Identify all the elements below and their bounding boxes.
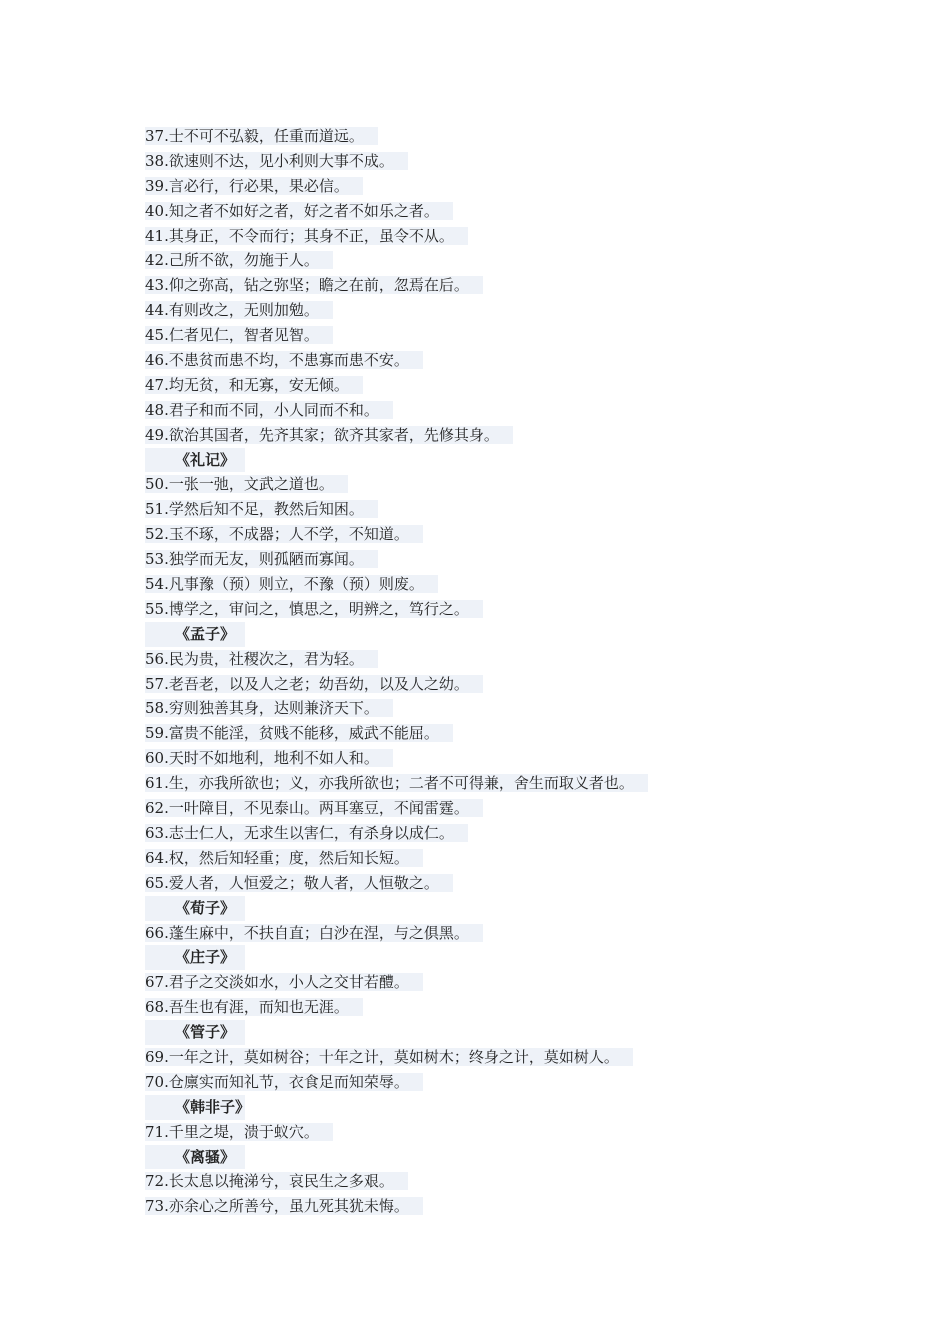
quote-line — [145, 273, 905, 298]
quote-line — [145, 373, 905, 398]
quote-line — [145, 796, 905, 821]
quote-text: 72.长太息以掩涕兮，哀民生之多艰。 — [145, 1172, 408, 1190]
quote-text: 61.生，亦我所欲也；义，亦我所欲也；二者不可得兼，舍生而取义者也。 — [145, 774, 648, 792]
section-heading — [145, 448, 905, 473]
quote-line — [145, 423, 905, 448]
section-heading-text: 《韩非子》 — [145, 1095, 245, 1120]
quote-text: 37.士不可不弘毅，任重而道远。 — [145, 127, 378, 145]
quote-line — [145, 672, 905, 697]
quote-text: 56.民为贵，社稷次之，君为轻。 — [145, 650, 378, 668]
quote-text: 52.玉不琢，不成器；人不学，不知道。 — [145, 525, 423, 543]
quote-text: 43.仰之弥高，钻之弥坚；瞻之在前，忽焉在后。 — [145, 276, 483, 294]
quote-text: 58.穷则独善其身，达则兼济天下。 — [145, 699, 393, 717]
quote-line — [145, 572, 905, 597]
quote-line — [145, 746, 905, 771]
quote-line — [145, 298, 905, 323]
quote-text: 40.知之者不如好之者，好之者不如乐之者。 — [145, 202, 453, 220]
quote-line — [145, 821, 905, 846]
quote-line — [145, 1070, 905, 1095]
quote-text: 46.不患贫而患不均，不患寡而患不安。 — [145, 351, 423, 369]
quote-text: 54.凡事豫（预）则立，不豫（预）则废。 — [145, 575, 438, 593]
section-heading — [145, 896, 905, 921]
section-heading — [145, 1020, 905, 1045]
quote-text: 65.爱人者，人恒爱之；敬人者，人恒敬之。 — [145, 874, 453, 892]
quote-line — [145, 921, 905, 946]
section-heading — [145, 1145, 905, 1170]
quote-text: 71.千里之堤，溃于蚁穴。 — [145, 1123, 333, 1141]
quote-line — [145, 323, 905, 348]
section-heading-text: 《庄子》 — [145, 945, 245, 970]
section-heading — [145, 1095, 905, 1120]
section-heading-text: 《礼记》 — [145, 448, 245, 473]
quote-text: 42.己所不欲，勿施于人。 — [145, 251, 333, 269]
quote-line — [145, 1169, 905, 1194]
quote-text: 53.独学而无友，则孤陋而寡闻。 — [145, 550, 378, 568]
quote-line — [145, 248, 905, 273]
quote-line — [145, 472, 905, 497]
section-heading-text: 《离骚》 — [145, 1145, 245, 1170]
quote-text: 64.权，然后知轻重；度，然后知长短。 — [145, 849, 423, 867]
quote-line — [145, 597, 905, 622]
quote-text: 60.天时不如地利，地利不如人和。 — [145, 749, 393, 767]
quote-line — [145, 199, 905, 224]
quote-text: 51.学然后知不足，教然后知困。 — [145, 500, 378, 518]
quote-line — [145, 1045, 905, 1070]
section-heading — [145, 622, 905, 647]
quote-line — [145, 721, 905, 746]
quote-line — [145, 1120, 905, 1145]
quote-line — [145, 846, 905, 871]
quote-text: 44.有则改之，无则加勉。 — [145, 301, 333, 319]
quote-line — [145, 522, 905, 547]
quote-text: 66.蓬生麻中，不扶自直；白沙在涅，与之俱黑。 — [145, 924, 483, 942]
section-heading-text: 《荀子》 — [145, 896, 245, 921]
quote-line — [145, 970, 905, 995]
quote-text: 41.其身正，不令而行；其身不正，虽令不从。 — [145, 227, 468, 245]
quote-text: 67.君子之交淡如水，小人之交甘若醴。 — [145, 973, 423, 991]
quote-text: 63.志士仁人，无求生以害仁，有杀身以成仁。 — [145, 824, 468, 842]
quote-text: 38.欲速则不达，见小利则大事不成。 — [145, 152, 408, 170]
quote-line — [145, 224, 905, 249]
quote-line — [145, 647, 905, 672]
quote-text: 47.均无贫，和无寡，安无倾。 — [145, 376, 363, 394]
quote-line — [145, 174, 905, 199]
section-heading-text: 《孟子》 — [145, 622, 245, 647]
quote-line — [145, 771, 905, 796]
quote-text: 39.言必行，行必果，果必信。 — [145, 177, 363, 195]
quote-text: 68.吾生也有涯，而知也无涯。 — [145, 998, 363, 1016]
quote-text: 45.仁者见仁，智者见智。 — [145, 326, 333, 344]
quote-line — [145, 1194, 905, 1219]
quote-line — [145, 995, 905, 1020]
quote-line — [145, 398, 905, 423]
quote-line — [145, 149, 905, 174]
quote-text: 69.一年之计，莫如树谷；十年之计，莫如树木；终身之计，莫如树人。 — [145, 1048, 633, 1066]
section-heading — [145, 945, 905, 970]
quote-text: 59.富贵不能淫，贫贱不能移，威武不能屈。 — [145, 724, 453, 742]
quote-text: 73.亦余心之所善兮，虽九死其犹未悔。 — [145, 1197, 423, 1215]
quote-line — [145, 124, 905, 149]
quote-text: 48.君子和而不同，小人同而不和。 — [145, 401, 393, 419]
quote-line — [145, 547, 905, 572]
quote-line — [145, 696, 905, 721]
quote-line — [145, 497, 905, 522]
quote-text: 55.博学之，审问之，慎思之，明辨之，笃行之。 — [145, 600, 483, 618]
quote-line — [145, 871, 905, 896]
quote-text: 62.一叶障目，不见泰山。两耳塞豆，不闻雷霆。 — [145, 799, 483, 817]
quote-line — [145, 348, 905, 373]
document-page — [145, 124, 905, 1219]
quote-text: 70.仓廪实而知礼节，衣食足而知荣辱。 — [145, 1073, 423, 1091]
quote-text: 50.一张一弛，文武之道也。 — [145, 475, 348, 493]
quote-text: 49.欲治其国者，先齐其家；欲齐其家者，先修其身。 — [145, 426, 513, 444]
section-heading-text: 《管子》 — [145, 1020, 245, 1045]
quote-text: 57.老吾老，以及人之老；幼吾幼，以及人之幼。 — [145, 675, 483, 693]
